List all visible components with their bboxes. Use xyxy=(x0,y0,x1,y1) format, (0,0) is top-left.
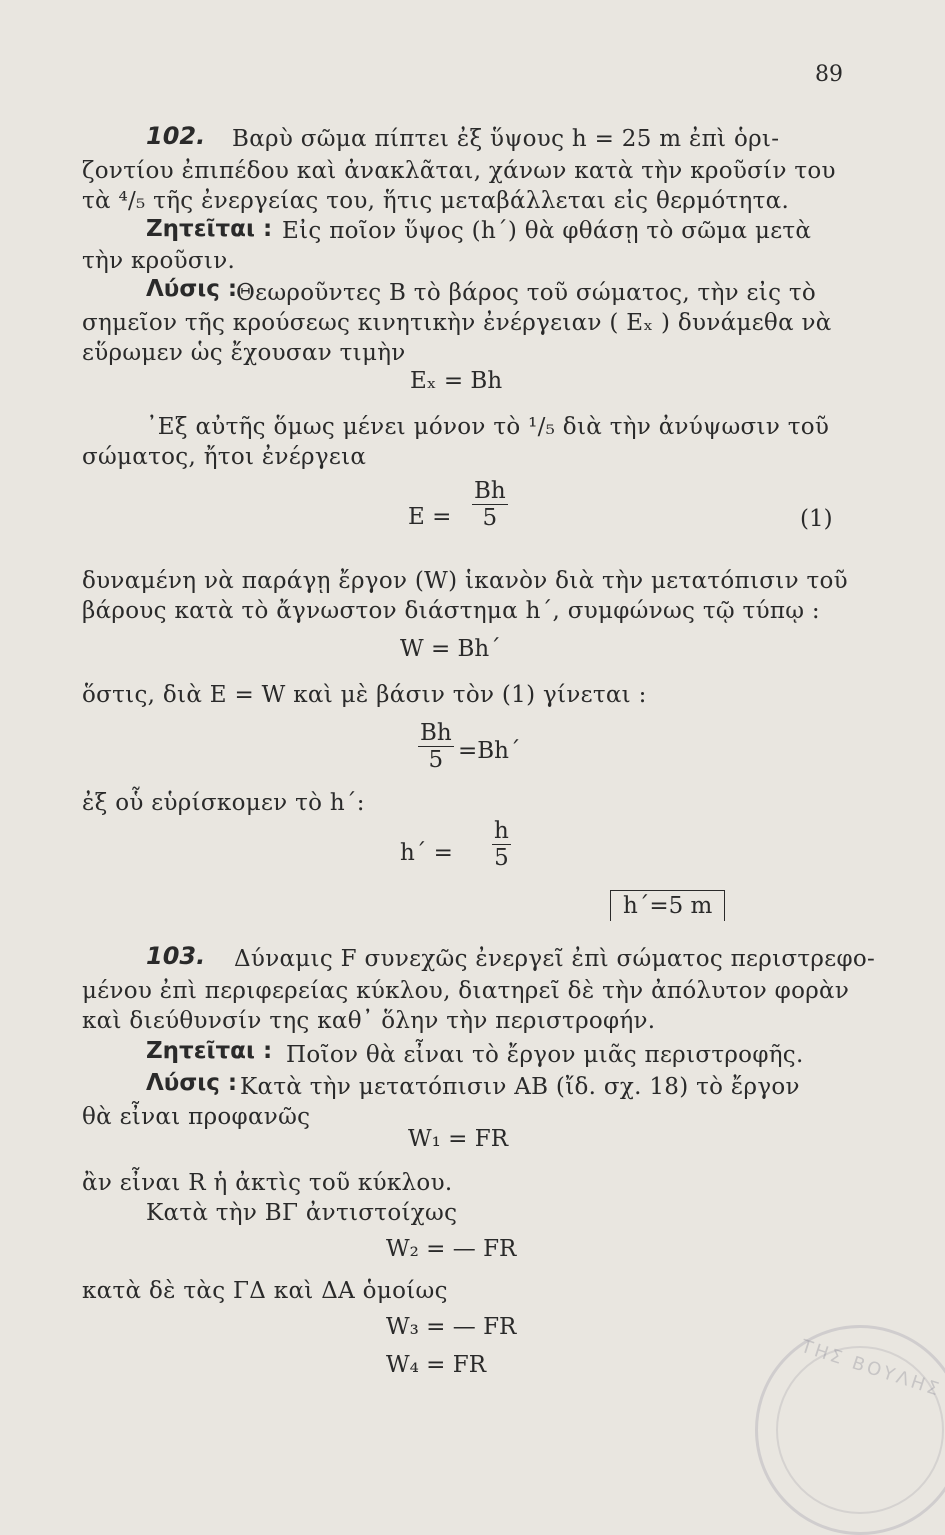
problem-103-statement-line-1: Δύναμις F συνεχῶς ἐνεργεῖ ἐπὶ σώματος περιστρεφο- xyxy=(234,946,876,972)
problem-102-solution-line-3: εὕρωμεν ὡς ἔχουσαν τιμὴν xyxy=(82,340,406,366)
equation-1-label: (1) xyxy=(800,506,833,532)
equation-w4: W₄ = FR xyxy=(386,1352,487,1378)
equation-1-fraction xyxy=(472,478,508,531)
equation-kinetic-energy: Εₓ = Bh xyxy=(410,368,503,394)
equation-3-left: h΄ = xyxy=(400,840,453,866)
problem-102-number: 102. xyxy=(146,122,206,150)
page-number: 89 xyxy=(815,62,843,87)
equation-3-denominator: 5 xyxy=(494,845,509,871)
equation-2-fraction xyxy=(418,720,454,773)
problem-103-number: 103. xyxy=(146,942,206,970)
problem-102-requested-label: Ζητεῖται : xyxy=(146,216,273,242)
equation-3-fraction xyxy=(492,818,511,871)
problem-102-solution-line-2: σημεῖον τῆς κρούσεως κινητικὴν ἐνέργειαν ( Εₓ ) δυνάμεθα νὰ xyxy=(82,310,832,336)
problem-102-solution-line-1: Θεωροῦντες Β τὸ βάρος τοῦ σώματος, τὴν εἰς τὸ xyxy=(236,280,817,306)
problem-103-text-radius: ἂν εἶναι R ἡ ἀκτὶς τοῦ κύκλου. xyxy=(82,1170,453,1196)
library-stamp-icon xyxy=(755,1325,945,1535)
problem-103-text-gd: κατὰ δὲ τὰς ΓΔ καὶ ΔΑ ὁμοίως xyxy=(82,1278,448,1304)
answer-box: h΄=5 m xyxy=(610,890,725,921)
equation-w2: W₂ = — FR xyxy=(386,1236,517,1262)
equation-w3: W₃ = — FR xyxy=(386,1314,517,1340)
problem-102-requested-line-2: τὴν κροῦσιν. xyxy=(82,248,236,274)
problem-102-requested-line-1: Εἰς ποῖον ὕψος (h΄) θὰ φθάσῃ τὸ σῶμα μετὰ xyxy=(282,218,812,244)
equation-work: W = Bh΄ xyxy=(400,636,501,662)
equation-2-right: =Bh΄ xyxy=(458,738,521,764)
equation-1-denominator: 5 xyxy=(482,505,498,531)
problem-103-solution-line-1: Κατὰ τὴν μετατόπισιν ΑΒ (ἴδ. σχ. 18) τὸ ἔργον xyxy=(240,1074,800,1100)
problem-103-requested-label: Ζητεῖται : xyxy=(146,1038,273,1064)
problem-103-text-bg: Κατὰ τὴν ΒΓ ἀντιστοίχως xyxy=(146,1200,458,1226)
problem-103-solution-line-2: θὰ εἶναι προφανῶς xyxy=(82,1104,311,1130)
problem-102-statement-line-2: ζοντίου ἐπιπέδου καὶ ἀνακλᾶται, χάνων κατὰ τὴν κροῦσίν του xyxy=(82,158,836,184)
equation-w1: W₁ = FR xyxy=(408,1126,509,1152)
equation-1-left: E = xyxy=(408,504,452,530)
problem-102-text2-line-1: ᾿Εξ αὐτῆς ὅμως μένει μόνον τὸ ¹/₅ διὰ τὴν ἀνύψωσιν τοῦ xyxy=(146,414,830,440)
problem-103-statement-line-2: μένου ἐπὶ περιφερείας κύκλου, διατηρεῖ δὲ τὴν ἀπόλυτον φορὰν xyxy=(82,978,850,1004)
problem-102-statement-line-3: τὰ ⁴/₅ τῆς ἐνεργείας του, ἥτις μεταβάλλεται εἰς θερμότητα. xyxy=(82,188,790,214)
equation-3-numerator: h xyxy=(494,818,509,844)
problem-102-text2-line-2: σώματος, ἤτοι ἐνέργεια xyxy=(82,444,367,470)
equation-2-numerator: Bh xyxy=(420,720,452,746)
problem-103-requested: Ποῖον θὰ εἶναι τὸ ἔργον μιᾶς περιστροφῆς. xyxy=(286,1042,804,1068)
problem-102-solution-label: Λύσις : xyxy=(146,276,238,302)
problem-102-text3-line-1: δυναμένη νὰ παράγῃ ἔργον (W) ἱκανὸν διὰ τὴν μετατόπισιν τοῦ xyxy=(82,568,848,594)
equation-1-numerator: Bh xyxy=(474,478,506,504)
problem-103-solution-label: Λύσις : xyxy=(146,1070,238,1096)
problem-102-text5: ἐξ οὗ εὑρίσκομεν τὸ h΄: xyxy=(82,790,365,816)
problem-102-statement-line-1: Βαρὺ σῶμα πίπτει ἐξ ὕψους h = 25 m ἐπὶ ὁρι- xyxy=(232,126,780,152)
problem-102-text3-line-2: βάρους κατὰ τὸ ἄγνωστον διάστημα h΄, συμφώνως τῷ τύπῳ : xyxy=(82,598,820,624)
problem-103-statement-line-3: καὶ διεύθυνσίν της καθ᾿ ὅλην τὴν περιστροφήν. xyxy=(82,1008,656,1034)
problem-102-text4: ὅστις, διὰ E = W καὶ μὲ βάσιν τὸν (1) γίνεται : xyxy=(82,682,647,708)
stamp-text: ΤΗΣ ΒΟΥΛΗΣ xyxy=(798,1335,945,1402)
equation-2-denominator: 5 xyxy=(428,747,444,773)
